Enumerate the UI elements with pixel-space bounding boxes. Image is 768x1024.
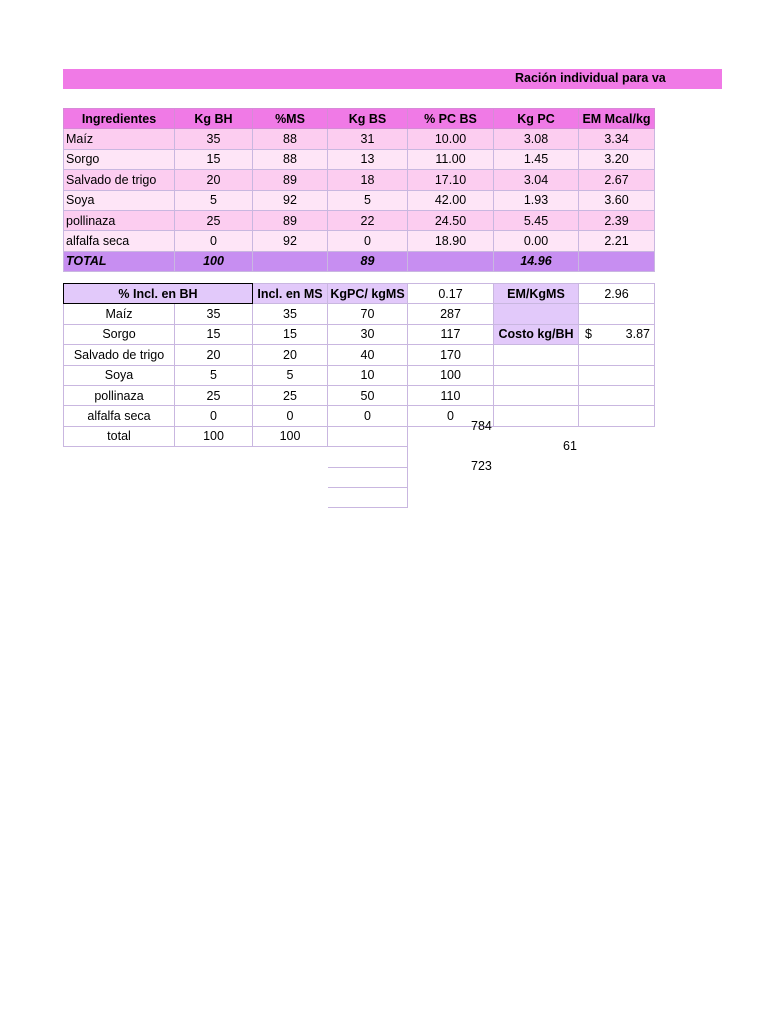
empty-cell[interactable]: [579, 365, 655, 385]
cell[interactable]: 35: [175, 129, 253, 149]
cell[interactable]: 88: [253, 129, 328, 149]
table-header-row: [64, 284, 655, 304]
ratio-cell[interactable]: 0.17: [408, 284, 494, 304]
cell[interactable]: 10.00: [408, 129, 494, 149]
cell[interactable]: 0: [253, 406, 328, 426]
cell[interactable]: [253, 251, 328, 271]
total-label[interactable]: TOTAL: [64, 251, 175, 271]
blank-cell: [253, 467, 328, 487]
cell[interactable]: 5: [175, 190, 253, 210]
cell[interactable]: 5: [175, 365, 253, 385]
cell[interactable]: 88: [253, 149, 328, 169]
cell[interactable]: [408, 251, 494, 271]
blank-cell: [579, 447, 655, 467]
table-row: [64, 365, 655, 385]
empty-cell[interactable]: [579, 345, 655, 365]
cell[interactable]: 3.60: [579, 190, 655, 210]
cost-label[interactable]: Costo kg/BH: [494, 324, 579, 344]
cell[interactable]: 5: [253, 365, 328, 385]
title-banner: [63, 69, 722, 89]
extra-row: [64, 487, 655, 507]
cell[interactable]: 170: [408, 345, 494, 365]
table-row: [64, 345, 655, 365]
cell[interactable]: 0: [408, 406, 494, 426]
cell[interactable]: 92: [253, 190, 328, 210]
cell[interactable]: 0.00: [494, 231, 579, 251]
ingredients-table: [63, 108, 655, 272]
cell[interactable]: Soya: [64, 190, 175, 210]
blank-cell: [494, 487, 579, 507]
table-row: [64, 190, 655, 210]
inclusion-table: [63, 283, 655, 508]
blank-cell: [64, 487, 175, 507]
header-kgpc-kgms[interactable]: KgPC/ kgMS: [328, 284, 408, 304]
cell[interactable]: 287: [408, 304, 494, 324]
table-row: [64, 129, 655, 149]
cell[interactable]: 100: [408, 365, 494, 385]
cell[interactable]: 42.00: [408, 190, 494, 210]
empty-cell[interactable]: [579, 385, 655, 405]
difference-value[interactable]: 61: [563, 439, 577, 453]
empty-cell[interactable]: [328, 487, 408, 507]
em-value[interactable]: 2.96: [579, 284, 655, 304]
cell[interactable]: 22: [328, 210, 408, 230]
cell[interactable]: 89: [328, 251, 408, 271]
cell[interactable]: 2.39: [579, 210, 655, 230]
sheet-title: Ración individual para va: [515, 71, 666, 85]
total-row: [64, 251, 655, 271]
empty-cell[interactable]: [328, 467, 408, 487]
cell[interactable]: 15: [253, 324, 328, 344]
cost-value-cell[interactable]: [579, 324, 655, 344]
table-header-row: [64, 109, 655, 129]
cell[interactable]: 15: [175, 149, 253, 169]
empty-cell[interactable]: [494, 345, 579, 365]
empty-cell[interactable]: [494, 304, 579, 324]
table-row: [64, 149, 655, 169]
cell[interactable]: 110: [408, 385, 494, 405]
blank-cell: [408, 487, 494, 507]
header-incl-bh[interactable]: % Incl. en BH: [64, 284, 253, 304]
empty-cell[interactable]: [328, 426, 408, 446]
cell[interactable]: alfalfa seca: [64, 231, 175, 251]
empty-cell[interactable]: [494, 365, 579, 385]
header-cell[interactable]: Kg BS: [328, 109, 408, 129]
requirement-value[interactable]: 723: [471, 459, 492, 473]
blank-cell: [64, 467, 175, 487]
cell[interactable]: 20: [253, 345, 328, 365]
cell[interactable]: 100: [175, 251, 253, 271]
total-label[interactable]: total: [64, 426, 175, 446]
cell[interactable]: Sorgo: [64, 324, 175, 344]
cell[interactable]: 0: [175, 406, 253, 426]
empty-cell[interactable]: [579, 304, 655, 324]
blank-cell: [175, 487, 253, 507]
cell[interactable]: 20: [175, 345, 253, 365]
cell[interactable]: 3.04: [494, 170, 579, 190]
table-row: [64, 210, 655, 230]
cell[interactable]: 24.50: [408, 210, 494, 230]
cell[interactable]: 11.00: [408, 149, 494, 169]
cell[interactable]: Salvado de trigo: [64, 170, 175, 190]
header-cell[interactable]: % PC BS: [408, 109, 494, 129]
header-incl-ms[interactable]: Incl. en MS: [253, 284, 328, 304]
cell[interactable]: 2.21: [579, 231, 655, 251]
cell[interactable]: 17.10: [408, 170, 494, 190]
cell[interactable]: 92: [253, 231, 328, 251]
blank-cell: [579, 426, 655, 446]
extra-row: [64, 467, 655, 487]
header-cell[interactable]: EM Mcal/kg: [579, 109, 655, 129]
cell[interactable]: 100: [175, 426, 253, 446]
cell[interactable]: 70: [328, 304, 408, 324]
cell[interactable]: 25: [253, 385, 328, 405]
header-cell[interactable]: Ingredientes: [64, 109, 175, 129]
cell[interactable]: 2.67: [579, 170, 655, 190]
table-row: [64, 231, 655, 251]
blank-cell: [494, 467, 579, 487]
cell[interactable]: 18.90: [408, 231, 494, 251]
blank-cell: [175, 467, 253, 487]
table-row: [64, 406, 655, 426]
cell[interactable]: 100: [253, 426, 328, 446]
cell[interactable]: 25: [175, 210, 253, 230]
cell[interactable]: Maíz: [64, 129, 175, 149]
cell[interactable]: 3.34: [579, 129, 655, 149]
cell[interactable]: 89: [253, 170, 328, 190]
cell[interactable]: Maíz: [64, 304, 175, 324]
cell[interactable]: [579, 251, 655, 271]
cell[interactable]: 5.45: [494, 210, 579, 230]
cost-value: 3.87: [625, 327, 650, 342]
cell[interactable]: Soya: [64, 365, 175, 385]
cell[interactable]: 0: [328, 231, 408, 251]
cell[interactable]: 1.93: [494, 190, 579, 210]
total-kgpc-value[interactable]: 784: [471, 419, 492, 433]
cell[interactable]: pollinaza: [64, 385, 175, 405]
cell[interactable]: 35: [253, 304, 328, 324]
cell[interactable]: Salvado de trigo: [64, 345, 175, 365]
cell[interactable]: 25: [175, 385, 253, 405]
cell[interactable]: 50: [328, 385, 408, 405]
empty-cell[interactable]: [579, 406, 655, 426]
currency-symbol: $: [585, 327, 592, 342]
table-row: [64, 324, 655, 344]
table-row: [64, 170, 655, 190]
cell[interactable]: 0: [328, 406, 408, 426]
cell[interactable]: 89: [253, 210, 328, 230]
cell[interactable]: 20: [175, 170, 253, 190]
header-cell[interactable]: Kg PC: [494, 109, 579, 129]
cell[interactable]: 1.45: [494, 149, 579, 169]
cell[interactable]: 0: [175, 231, 253, 251]
empty-cell[interactable]: [328, 447, 408, 467]
blank-cell: [253, 487, 328, 507]
blank-cell: [175, 447, 253, 467]
cell[interactable]: 30: [328, 324, 408, 344]
cell[interactable]: 10: [328, 365, 408, 385]
cell[interactable]: 117: [408, 324, 494, 344]
cell[interactable]: 14.96: [494, 251, 579, 271]
cell[interactable]: alfalfa seca: [64, 406, 175, 426]
blank-cell: [579, 487, 655, 507]
cell[interactable]: 3.20: [579, 149, 655, 169]
blank-cell: [64, 447, 175, 467]
table-row: [64, 385, 655, 405]
cell[interactable]: 5: [328, 190, 408, 210]
header-cell[interactable]: Kg BH: [175, 109, 253, 129]
header-cell[interactable]: %MS: [253, 109, 328, 129]
cell[interactable]: 15: [175, 324, 253, 344]
empty-cell[interactable]: [494, 385, 579, 405]
table-row: [64, 304, 655, 324]
blank-cell: [579, 467, 655, 487]
cell[interactable]: 35: [175, 304, 253, 324]
em-label[interactable]: EM/KgMS: [494, 284, 579, 304]
cell[interactable]: Sorgo: [64, 149, 175, 169]
cell[interactable]: 31: [328, 129, 408, 149]
cell[interactable]: pollinaza: [64, 210, 175, 230]
cell[interactable]: 3.08: [494, 129, 579, 149]
cell[interactable]: 13: [328, 149, 408, 169]
cell[interactable]: 18: [328, 170, 408, 190]
cell[interactable]: 40: [328, 345, 408, 365]
blank-cell: [253, 447, 328, 467]
empty-cell[interactable]: [494, 406, 579, 426]
